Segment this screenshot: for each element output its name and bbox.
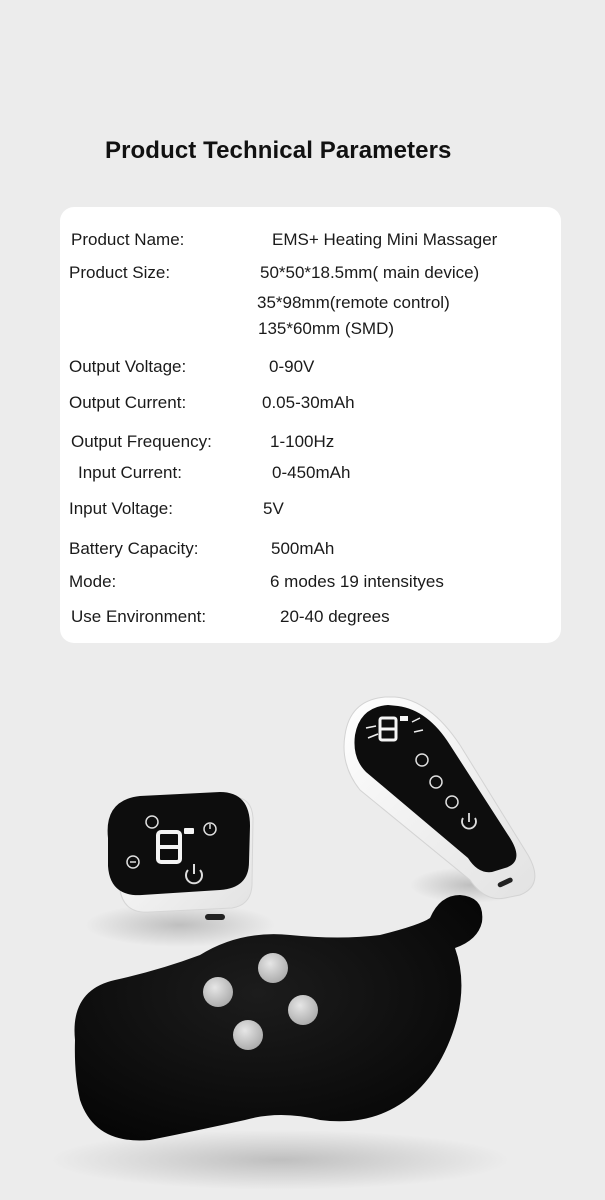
param-value-output-current: 0.05-30mAh	[262, 393, 355, 412]
param-value-output-frequency: 1-100Hz	[270, 432, 335, 451]
param-label-output-frequency: Output Frequency:	[71, 432, 212, 451]
param-value-input-current: 0-450mAh	[272, 463, 351, 482]
param-value-output-voltage: 0-90V	[269, 357, 315, 376]
page-title: Product Technical Parameters	[105, 137, 452, 164]
param-label-input-current: Input Current:	[78, 463, 182, 482]
param-label-product-size: Product Size:	[69, 263, 171, 282]
electrode-dot	[258, 953, 288, 983]
param-value-mode: 6 modes 19 intensityes	[270, 572, 444, 591]
param-value-battery-capacity: 500mAh	[271, 539, 335, 558]
usb-port	[205, 914, 225, 920]
param-label-input-voltage: Input Voltage:	[69, 499, 173, 518]
param-value-use-environment: 20-40 degrees	[280, 607, 390, 626]
param-label-mode: Mode:	[69, 572, 117, 591]
electrode-dot	[233, 1020, 263, 1050]
param-value-input-voltage: 5V	[263, 499, 284, 518]
param-value-product-size-smd: 135*60mm (SMD)	[258, 319, 395, 338]
param-value-product-name: EMS+ Heating Mini Massager	[272, 230, 498, 249]
param-label-use-environment: Use Environment:	[71, 607, 207, 626]
main-device	[106, 792, 253, 920]
param-label-output-voltage: Output Voltage:	[69, 357, 187, 376]
product-illustration	[0, 660, 605, 1200]
param-label-output-current: Output Current:	[69, 393, 187, 412]
param-value-product-size-main: 50*50*18.5mm( main device)	[260, 263, 480, 282]
remote-control	[344, 697, 535, 899]
param-value-product-size-remote: 35*98mm(remote control)	[257, 293, 450, 312]
param-label-battery-capacity: Battery Capacity:	[69, 539, 199, 558]
electrode-dot	[203, 977, 233, 1007]
electrode-dot	[288, 995, 318, 1025]
parameters-card	[60, 207, 561, 643]
param-label-product-name: Product Name:	[71, 230, 185, 249]
